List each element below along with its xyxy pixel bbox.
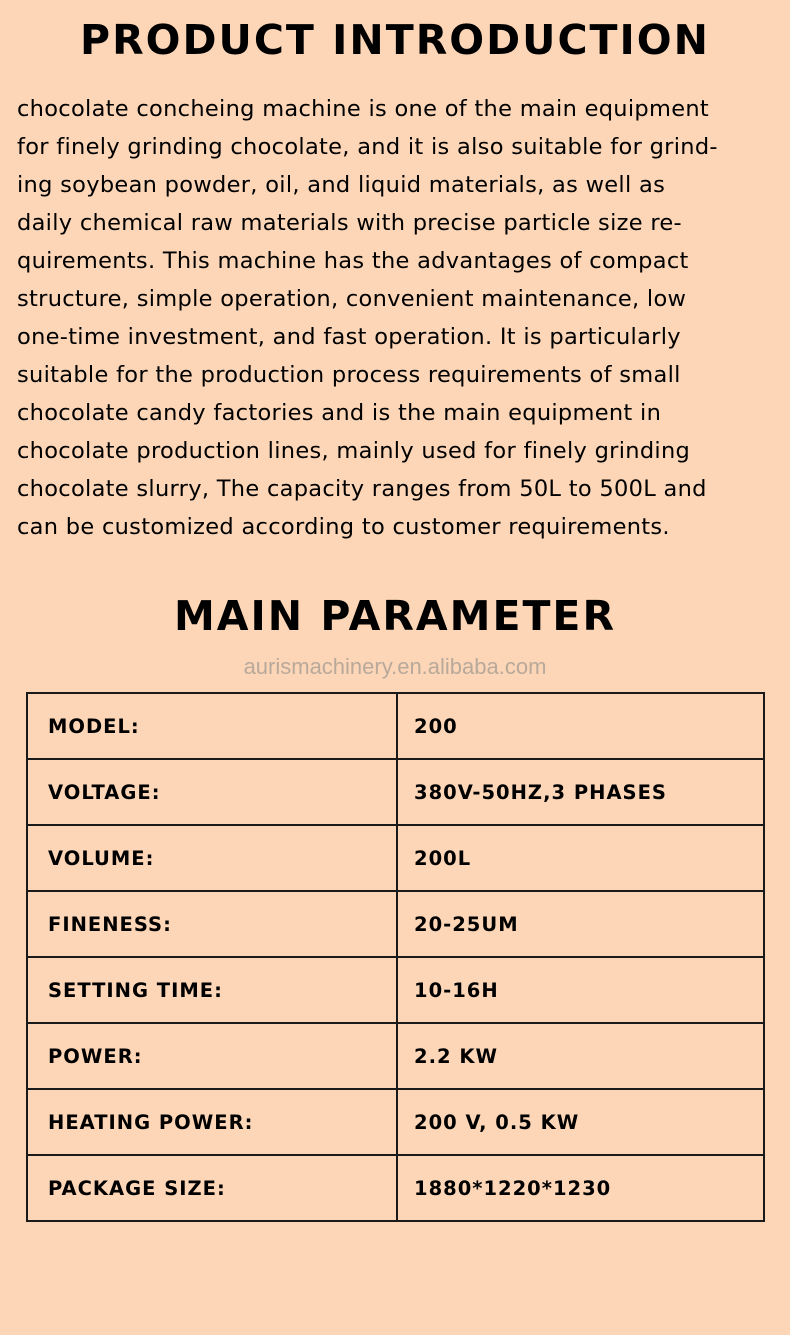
intro-line: for finely grinding chocolate, and it is also suitable for grind- [17, 134, 718, 160]
param-label-voltage: VOLTAGE: [27, 759, 397, 825]
table-row [27, 1089, 764, 1155]
param-value-model: 200 [397, 693, 764, 759]
intro-line: one-time investment, and fast operation. It is particularly [17, 324, 681, 350]
intro-line: suitable for the production process requirements of small [17, 362, 681, 388]
parameter-table [26, 692, 765, 1222]
table-row [27, 891, 764, 957]
intro-line: chocolate concheing machine is one of the main equipment [17, 96, 710, 122]
table-row [27, 1155, 764, 1221]
table-row [27, 957, 764, 1023]
param-value-package-size: 1880*1220*1230 [397, 1155, 764, 1221]
table-row [27, 759, 764, 825]
product-introduction-text [17, 90, 775, 546]
intro-line: quirements. This machine has the advantages of compact [17, 248, 689, 274]
param-label-power: POWER: [27, 1023, 397, 1089]
param-label-setting-time: SETTING TIME: [27, 957, 397, 1023]
param-value-setting-time: 10-16H [397, 957, 764, 1023]
param-value-power: 2.2 KW [397, 1023, 764, 1089]
table-row [27, 693, 764, 759]
param-value-fineness: 20-25UM [397, 891, 764, 957]
param-label-heating-power: HEATING POWER: [27, 1089, 397, 1155]
intro-line: can be customized according to customer requirements. [17, 514, 670, 540]
param-label-fineness: FINENESS: [27, 891, 397, 957]
param-value-voltage: 380V-50HZ,3 PHASES [397, 759, 764, 825]
watermark: aurismachinery.en.alibaba.com [243, 654, 547, 679]
param-label-model: MODEL: [27, 693, 397, 759]
intro-line: ing soybean powder, oil, and liquid materials, as well as [17, 172, 666, 198]
intro-line: chocolate slurry, The capacity ranges from 50L to 500L and [17, 476, 707, 502]
main-parameter-title: MAIN PARAMETER [173, 592, 617, 640]
intro-line: chocolate candy factories and is the main equipment in [17, 400, 662, 426]
param-value-heating-power: 200 V, 0.5 KW [397, 1089, 764, 1155]
product-introduction-title: PRODUCT INTRODUCTION [80, 16, 710, 64]
param-value-volume: 200L [397, 825, 764, 891]
intro-line: chocolate production lines, mainly used for finely grinding [17, 438, 691, 464]
table-row [27, 1023, 764, 1089]
param-label-volume: VOLUME: [27, 825, 397, 891]
intro-line: structure, simple operation, convenient maintenance, low [17, 286, 687, 312]
param-label-package-size: PACKAGE SIZE: [27, 1155, 397, 1221]
intro-line: daily chemical raw materials with precise particle size re- [17, 210, 682, 236]
table-row [27, 825, 764, 891]
